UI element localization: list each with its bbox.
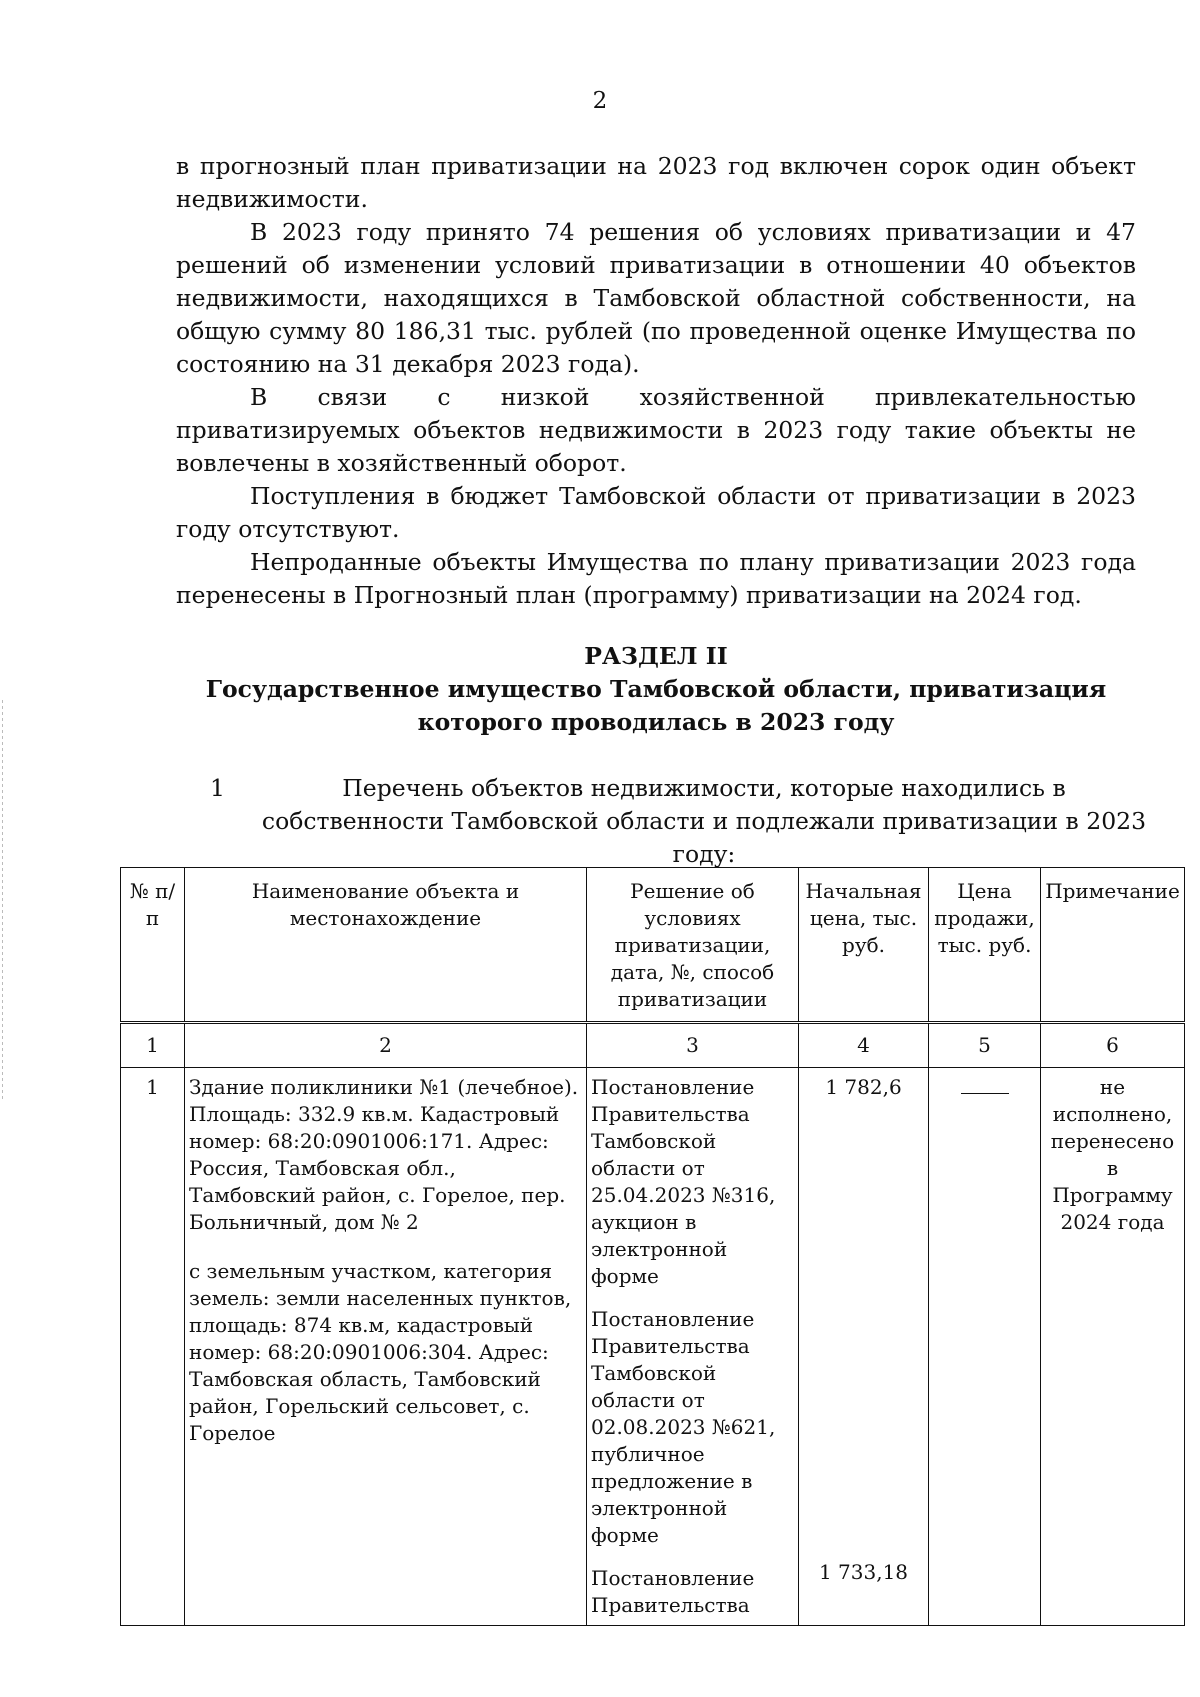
scan-margin-artifact	[2, 700, 3, 1100]
empty-dash	[961, 1079, 1009, 1094]
section-title-line-2: которого проводилась в 2023 году	[417, 708, 895, 736]
object-building: Здание поликлиники №1 (лечебное). Площадь: 332.9 кв.м. Кадастровый номер: 68:20:0901006:171. Адрес: Россия, Тамбовская обл., Тамбовский район, с. Горелое, пер. Больничный, дом № 2	[189, 1075, 579, 1234]
table-header-row	[121, 868, 1185, 1023]
list-heading	[210, 772, 1150, 871]
column-number: 2	[185, 1023, 587, 1068]
section-label: РАЗДЕЛ II	[584, 642, 728, 670]
start-price-1: 1 782,6	[825, 1075, 902, 1099]
row-object	[185, 1068, 587, 1626]
header-decision: Решение об условиях приватизации, дата, №, способ приватизации	[587, 868, 799, 1023]
objects-table	[120, 867, 1185, 1626]
list-heading-number: 1	[210, 774, 225, 802]
column-number: 6	[1041, 1023, 1185, 1068]
table-row	[121, 1068, 1185, 1626]
column-number: 4	[799, 1023, 929, 1068]
paragraph-3: В связи с низкой хозяйственной привлекательностью приватизируемых объектов недвижимости в 2023 году такие объекты не вовлечены в хозяйственный оборот.	[176, 383, 1136, 477]
object-land: с земельным участком, категория земель: земли населенных пунктов, площадь: 874 кв.м, кадастровый номер: 68:20:0901006:304. Адрес: Тамбовская область, Тамбовский район, Горельский сельсовет, с. Горелое	[189, 1259, 572, 1445]
paragraph-2: В 2023 году принято 74 решения об условиях приватизации и 47 решений об изменении условий приватизации в отношении 40 объектов недвижимости, находящихся в Тамбовской областной собственности, на общую сумму 80 186,31 тыс. рублей (по проведенной оценке Имущества по состоянию на 31 декабря 2023 года).	[176, 218, 1136, 378]
row-sale-price	[929, 1068, 1041, 1626]
decision-3: Постановление Правительства	[591, 1566, 755, 1617]
column-number: 1	[121, 1023, 185, 1068]
table-column-numbers-row	[121, 1023, 1185, 1068]
header-start-price: Начальная цена, тыс. руб.	[799, 868, 929, 1023]
paragraph-1: в прогнозный план приватизации на 2023 год включен сорок один объект недвижимости.	[176, 152, 1136, 213]
row-note: не исполнено, перенесено в Программу 2024 года	[1041, 1068, 1185, 1626]
section-title-line-1: Государственное имущество Тамбовской области, приватизация	[205, 675, 1107, 703]
column-number: 5	[929, 1023, 1041, 1068]
column-number: 3	[587, 1023, 799, 1068]
header-object: Наименование объекта и местонахождение	[185, 868, 587, 1023]
header-num: № п/п	[121, 868, 185, 1023]
row-num: 1	[121, 1068, 185, 1626]
paragraph-5: Непроданные объекты Имущества по плану приватизации 2023 года перенесены в Прогнозный план (программу) приватизации на 2024 год.	[176, 548, 1136, 609]
decision-1: Постановление Правительства Тамбовской области от 25.04.2023 №316, аукцион в электронной форме	[591, 1075, 776, 1288]
row-decisions	[587, 1068, 799, 1626]
section-heading	[176, 640, 1136, 739]
body-text	[176, 150, 1136, 612]
row-start-price	[799, 1068, 929, 1626]
paragraph-4: Поступления в бюджет Тамбовской области от приватизации в 2023 году отсутствуют.	[176, 482, 1136, 543]
header-sale-price: Цена продажи, тыс. руб.	[929, 868, 1041, 1023]
start-price-2: 1 733,18	[818, 1560, 909, 1584]
page-number: 2	[592, 88, 608, 114]
decision-2: Постановление Правительства Тамбовской области от 02.08.2023 №621, публичное предложение в электронной форме	[591, 1307, 776, 1547]
list-heading-text: Перечень объектов недвижимости, которые находились в собственности Тамбовской области и подлежали приватизации в 2023 году:	[261, 774, 1147, 868]
header-note: Примечание	[1041, 868, 1185, 1023]
